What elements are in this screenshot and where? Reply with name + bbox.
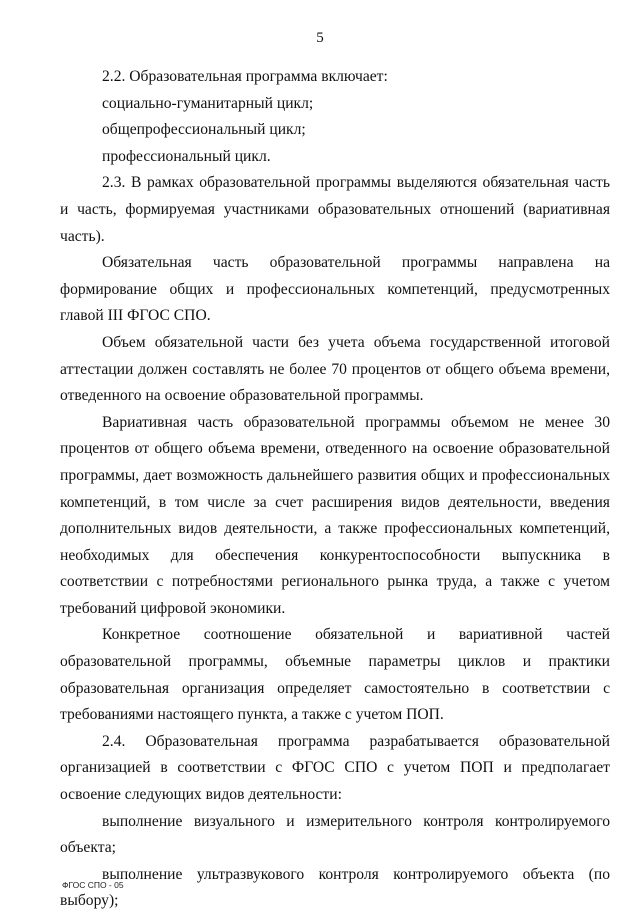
footer-label: ФГОС СПО - 05 <box>62 880 124 890</box>
list-item-ultrasonic-control: выполнение ультразвукового контроля контролируемого объекта (по выбору); <box>60 865 610 910</box>
list-item-visual-control: выполнение визуального и измерительного контроля контролируемого объекта; <box>60 812 610 857</box>
document-body <box>60 64 610 915</box>
paragraph-mandatory-part: Обязательная часть образовательной программы направлена на формирование общих и профессиональных компетенций, предусмотренных главой III ФГОС СПО. <box>60 254 610 325</box>
list-item-general-cycle: общепрофессиональный цикл; <box>102 121 306 139</box>
list-item-professional-cycle: профессиональный цикл. <box>102 147 271 165</box>
list-item-social-cycle: социально-гуманитарный цикл; <box>102 94 314 112</box>
paragraph-mandatory-volume: Объем обязательной части без учета объема государственной итоговой аттестации должен составлять не более 70 процентов от общего объема времени, отведенного на освоение образовательной программы. <box>60 333 610 405</box>
paragraph-2-2: 2.2. Образовательная программа включает: <box>102 68 388 85</box>
paragraph-2-4: 2.4. Образовательная программа разрабатывается образовательной организацией в соответствии с ФГОС СПО с учетом ПОП и предполагает освоение следующих видов деятельности: <box>60 732 610 804</box>
paragraph-2-3: 2.3. В рамках образовательной программы выделяются обязательная часть и часть, формируемая участниками образовательных отношений (вариативная часть). <box>60 174 610 245</box>
page-number: 5 <box>316 30 324 46</box>
paragraph-variable-part: Вариативная часть образовательной программы объемом не менее 30 процентов от общего объема времени, отведенного на освоение образовательной программы, дает возможность дальнейшего развития общих и профессиональных компетенций, в том числе за счет расширения видов деятельности, введения дополнительных видов деятельности, а также профессиональных компетенций, необходимых для обеспечения конкурентоспособности выпускника в соответствии с потребностями регионального рынка труда, а также с учетом требований цифровой экономики. <box>60 413 610 617</box>
paragraph-ratio: Конкретное соотношение обязательной и вариативной частей образовательной программы, объемные параметры циклов и практики образовательная организация определяет самостоятельно в соответствии с требованиями настоящего пункта, а также с учетом ПОП. <box>60 626 610 724</box>
